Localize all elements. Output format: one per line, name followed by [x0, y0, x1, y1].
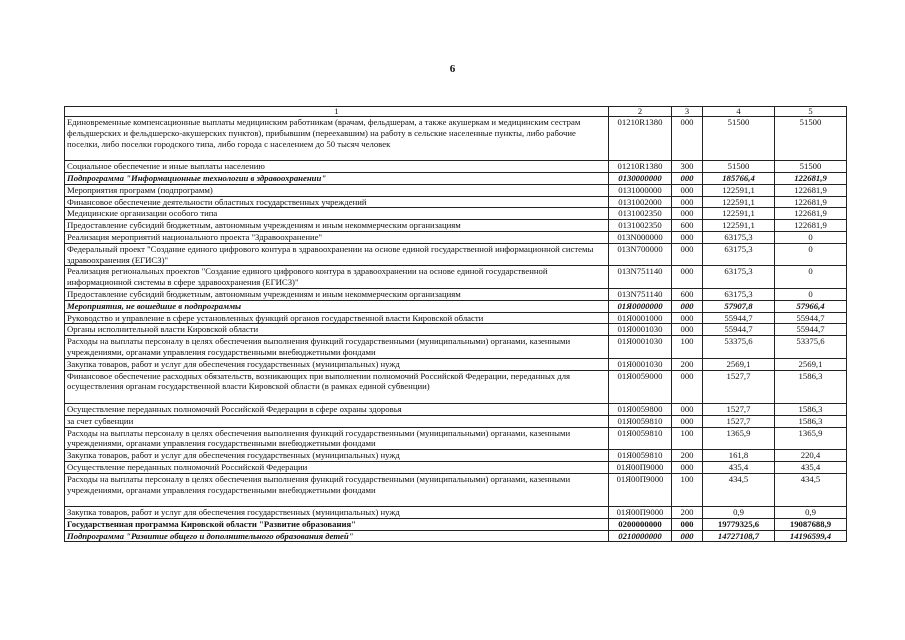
- row-value-cell: 55944,7: [703, 324, 775, 336]
- row-type-cell: 000: [672, 403, 703, 415]
- row-value-cell: 1365,9: [703, 427, 775, 450]
- row-type-cell: 000: [672, 172, 703, 184]
- row-type-cell: 600: [672, 288, 703, 300]
- row-value-cell: 51500: [775, 117, 847, 161]
- row-type-cell: 000: [672, 530, 703, 542]
- table-row: [65, 220, 847, 232]
- row-value-cell: 185766,4: [703, 172, 775, 184]
- row-code-cell: 0131002000: [609, 196, 672, 208]
- table-body: [65, 117, 847, 542]
- row-type-cell: 000: [672, 324, 703, 336]
- row-type-cell: 200: [672, 507, 703, 519]
- row-value-cell: 122681,9: [775, 208, 847, 220]
- row-value-cell: 0,9: [703, 507, 775, 519]
- row-value-cell: 57966,4: [775, 300, 847, 312]
- row-name-cell: Финансовое обеспечение расходных обязательств, возникающих при выполнении полномочий Российской Федерации, переданных для осуществления органам государственной власти Кировской области (в рамках единой субвенции): [65, 370, 609, 403]
- row-name-cell: Закупка товаров, работ и услуг для обеспечения государственных (муниципальных) нужд: [65, 507, 609, 519]
- row-name-cell: Осуществление переданных полномочий Российской Федерации: [65, 461, 609, 473]
- table-row: [65, 266, 847, 289]
- row-value-cell: 435,4: [703, 461, 775, 473]
- row-value-cell: 51500: [703, 117, 775, 161]
- row-code-cell: 01Я0059810: [609, 415, 672, 427]
- row-value-cell: 57907,8: [703, 300, 775, 312]
- table-row: [65, 172, 847, 184]
- row-name-cell: Закупка товаров, работ и услуг для обеспечения государственных (муниципальных) нужд: [65, 358, 609, 370]
- row-code-cell: 0131002350: [609, 220, 672, 232]
- row-value-cell: 434,5: [703, 473, 775, 506]
- row-code-cell: 013N751140: [609, 266, 672, 289]
- row-value-cell: 2569,1: [775, 358, 847, 370]
- row-name-cell: Финансовое обеспечение деятельности областных государственных учреждений: [65, 196, 609, 208]
- budget-table: [64, 106, 847, 542]
- row-name-cell: Медицинские организации особого типа: [65, 208, 609, 220]
- row-value-cell: 53375,6: [703, 336, 775, 359]
- row-type-cell: 000: [672, 300, 703, 312]
- row-code-cell: 01210R1380: [609, 117, 672, 161]
- row-type-cell: 000: [672, 370, 703, 403]
- row-name-cell: Социальное обеспечение и иные выплаты населению: [65, 161, 609, 173]
- row-name-cell: Органы исполнительной власти Кировской области: [65, 324, 609, 336]
- row-value-cell: 0: [775, 288, 847, 300]
- row-value-cell: 51500: [775, 161, 847, 173]
- row-code-cell: 01Я00П9000: [609, 507, 672, 519]
- row-name-cell: Реализация региональных проектов "Создание единого цифрового контура в здравоохранении на основе единой государственной информационной системы в сфере здравоохранения (ЕГИСЗ)": [65, 266, 609, 289]
- row-code-cell: 013N700000: [609, 243, 672, 266]
- table-row: [65, 231, 847, 243]
- row-value-cell: 161,8: [703, 450, 775, 462]
- table-row: [65, 300, 847, 312]
- table-row: [65, 196, 847, 208]
- row-code-cell: 013N751140: [609, 288, 672, 300]
- row-value-cell: 19779325,6: [703, 518, 775, 530]
- row-type-cell: 300: [672, 161, 703, 173]
- row-value-cell: 14196599,4: [775, 530, 847, 542]
- row-type-cell: 000: [672, 266, 703, 289]
- table-row: [65, 208, 847, 220]
- row-name-cell: Расходы на выплаты персоналу в целях обеспечения выполнения функций государственными (муниципальными) органами, казенными учреждениями, органами управления государственными внебюджетными фондами: [65, 427, 609, 450]
- table-row: [65, 415, 847, 427]
- row-type-cell: 000: [672, 518, 703, 530]
- row-type-cell: 200: [672, 450, 703, 462]
- header-col-1: 1: [65, 107, 609, 117]
- row-type-cell: 000: [672, 196, 703, 208]
- row-type-cell: 000: [672, 243, 703, 266]
- row-code-cell: 01210R1380: [609, 161, 672, 173]
- row-code-cell: 01Я00П9000: [609, 473, 672, 506]
- row-code-cell: 0200000000: [609, 518, 672, 530]
- row-type-cell: 000: [672, 312, 703, 324]
- row-value-cell: 122681,9: [775, 220, 847, 232]
- row-value-cell: 53375,6: [775, 336, 847, 359]
- row-name-cell: Подпрограмма "Информационные технологии в здравоохранении": [65, 172, 609, 184]
- row-name-cell: Федеральный проект "Создание единого цифрового контура в здравоохранении на основе единой государственной информационной системы здравоохранения (ЕГИСЗ)": [65, 243, 609, 266]
- header-col-3: 3: [672, 107, 703, 117]
- row-type-cell: 000: [672, 208, 703, 220]
- row-value-cell: 1586,3: [775, 415, 847, 427]
- row-name-cell: Расходы на выплаты персоналу в целях обеспечения выполнения функций государственными (муниципальными) органами, казенными учреждениями, органами управления государственными внебюджетными фондами: [65, 336, 609, 359]
- row-value-cell: 122681,9: [775, 184, 847, 196]
- row-name-cell: Реализация мероприятий национального проекта "Здравоохранение": [65, 231, 609, 243]
- row-value-cell: 122591,1: [703, 208, 775, 220]
- row-type-cell: 000: [672, 184, 703, 196]
- row-value-cell: 1527,7: [703, 370, 775, 403]
- row-type-cell: 200: [672, 358, 703, 370]
- row-value-cell: 63175,3: [703, 266, 775, 289]
- header-col-2: 2: [609, 107, 672, 117]
- row-value-cell: 63175,3: [703, 243, 775, 266]
- row-name-cell: за счет субвенции: [65, 415, 609, 427]
- row-code-cell: 01Я0001030: [609, 324, 672, 336]
- row-code-cell: 0210000000: [609, 530, 672, 542]
- row-value-cell: 19087688,9: [775, 518, 847, 530]
- row-value-cell: 1586,3: [775, 403, 847, 415]
- table-row: [65, 461, 847, 473]
- header-col-5: 5: [775, 107, 847, 117]
- row-value-cell: 0: [775, 243, 847, 266]
- row-name-cell: Расходы на выплаты персоналу в целях обеспечения выполнения функций государственными (муниципальными) органами, казенными учреждениями, органами управления государственными внебюджетными фондами: [65, 473, 609, 506]
- table-row: [65, 450, 847, 462]
- table-row: [65, 358, 847, 370]
- row-value-cell: 1365,9: [775, 427, 847, 450]
- row-value-cell: 435,4: [775, 461, 847, 473]
- row-code-cell: 01Я0059000: [609, 370, 672, 403]
- row-name-cell: Закупка товаров, работ и услуг для обеспечения государственных (муниципальных) нужд: [65, 450, 609, 462]
- row-code-cell: 01Я00П9000: [609, 461, 672, 473]
- row-value-cell: 0,9: [775, 507, 847, 519]
- row-value-cell: 122591,1: [703, 184, 775, 196]
- row-code-cell: 013N000000: [609, 231, 672, 243]
- row-value-cell: 55944,7: [775, 312, 847, 324]
- row-code-cell: 01Я0001030: [609, 336, 672, 359]
- row-type-cell: 000: [672, 415, 703, 427]
- row-code-cell: 01Я0059810: [609, 450, 672, 462]
- row-value-cell: 63175,3: [703, 288, 775, 300]
- table-row: [65, 288, 847, 300]
- table-row: [65, 370, 847, 403]
- row-type-cell: 000: [672, 117, 703, 161]
- header-col-4: 4: [703, 107, 775, 117]
- row-value-cell: 2569,1: [703, 358, 775, 370]
- page-number: 6: [449, 63, 456, 75]
- row-name-cell: Мероприятия, не вошедшие в подпрограммы: [65, 300, 609, 312]
- row-name-cell: Предоставление субсидий бюджетным, автономным учреждениям и иным некоммерческим организациям: [65, 288, 609, 300]
- table-row: [65, 336, 847, 359]
- row-value-cell: 0: [775, 266, 847, 289]
- row-name-cell: Предоставление субсидий бюджетным, автономным учреждениям и иным некоммерческим организациям: [65, 220, 609, 232]
- row-name-cell: Государственная программа Кировской области "Развитие образования": [65, 518, 609, 530]
- table-row: [65, 184, 847, 196]
- row-value-cell: 122591,1: [703, 196, 775, 208]
- row-name-cell: Единовременные компенсационные выплаты медицинским работникам (врачам, фельдшерам, а также акушеркам и медицинским сестрам фельдшерских и фельдшерско-акушерских пунктов), прибывшим (переехавшим) на работу в сельские населенные пункты, либо рабочие поселки, либо поселки городского типа, либо города с населением до 50 тысяч человек: [65, 117, 609, 161]
- row-code-cell: 01Я0001030: [609, 358, 672, 370]
- row-value-cell: 122681,9: [775, 172, 847, 184]
- row-name-cell: Руководство и управление в сфере установленных функций органов государственной власти Кировской области: [65, 312, 609, 324]
- row-value-cell: 55944,7: [775, 324, 847, 336]
- row-code-cell: 01Я0001000: [609, 312, 672, 324]
- table-row: [65, 243, 847, 266]
- row-type-cell: 000: [672, 231, 703, 243]
- table-row: [65, 507, 847, 519]
- table-row: [65, 518, 847, 530]
- row-code-cell: 01Я0059810: [609, 427, 672, 450]
- row-type-cell: 100: [672, 427, 703, 450]
- table-header-row: [65, 107, 847, 117]
- table-row: [65, 312, 847, 324]
- row-code-cell: 0131000000: [609, 184, 672, 196]
- table-row: [65, 473, 847, 506]
- table-row: [65, 324, 847, 336]
- row-code-cell: 01Я0000000: [609, 300, 672, 312]
- row-name-cell: Подпрограмма "Развитие общего и дополнительного образования детей": [65, 530, 609, 542]
- row-code-cell: 0131002350: [609, 208, 672, 220]
- table-row: [65, 530, 847, 542]
- row-type-cell: 100: [672, 473, 703, 506]
- row-name-cell: Мероприятия программ (подпрограмм): [65, 184, 609, 196]
- row-value-cell: 63175,3: [703, 231, 775, 243]
- row-value-cell: 122681,9: [775, 196, 847, 208]
- row-value-cell: 14727108,7: [703, 530, 775, 542]
- row-value-cell: 220,4: [775, 450, 847, 462]
- row-type-cell: 000: [672, 461, 703, 473]
- row-type-cell: 100: [672, 336, 703, 359]
- table-row: [65, 161, 847, 173]
- row-value-cell: 1586,3: [775, 370, 847, 403]
- row-code-cell: 0130000000: [609, 172, 672, 184]
- row-value-cell: 55944,7: [703, 312, 775, 324]
- row-value-cell: 1527,7: [703, 403, 775, 415]
- table-row: [65, 403, 847, 415]
- row-value-cell: 51500: [703, 161, 775, 173]
- table-row: [65, 427, 847, 450]
- row-value-cell: 434,5: [775, 473, 847, 506]
- table-row: [65, 117, 847, 161]
- row-value-cell: 1527,7: [703, 415, 775, 427]
- row-name-cell: Осуществление переданных полномочий Российской Федерации в сфере охраны здоровья: [65, 403, 609, 415]
- row-type-cell: 600: [672, 220, 703, 232]
- row-value-cell: 122591,1: [703, 220, 775, 232]
- row-code-cell: 01Я0059800: [609, 403, 672, 415]
- row-value-cell: 0: [775, 231, 847, 243]
